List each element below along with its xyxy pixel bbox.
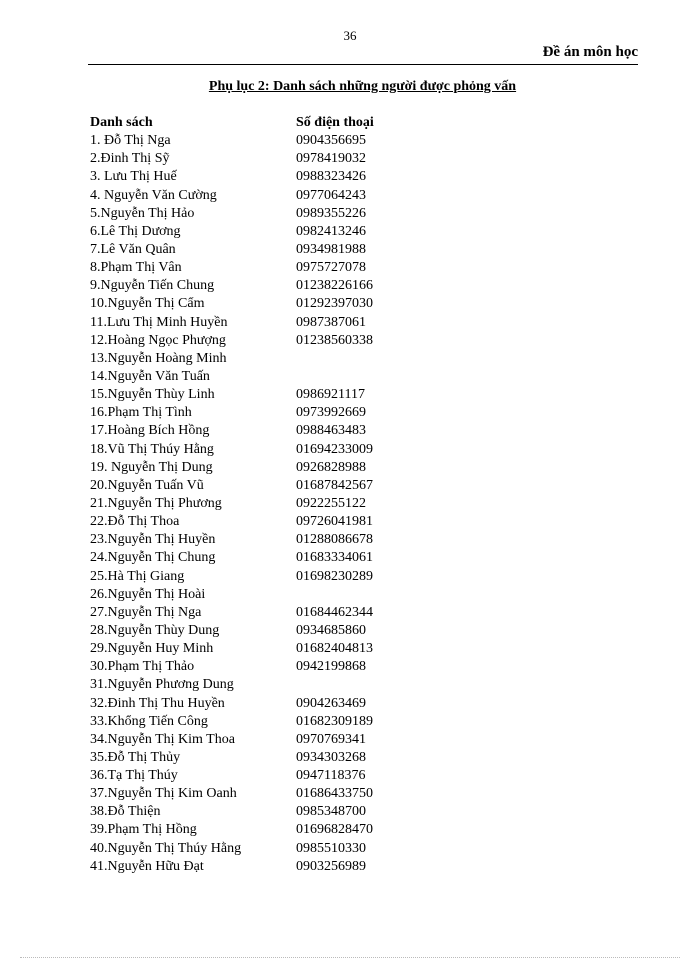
person-name: 40.Nguyễn Thị Thúy Hằng <box>90 840 242 856</box>
person-name: 9.Nguyễn Tiến Chung <box>90 278 215 294</box>
table-header-row <box>90 114 510 132</box>
phone-number: 0978419032 <box>296 151 366 167</box>
table-row <box>90 604 510 622</box>
person-name: 16.Phạm Thị Tình <box>90 405 192 421</box>
person-name: 1. Đỗ Thị Nga <box>90 133 171 149</box>
table-row <box>90 441 510 459</box>
person-name: 37.Nguyễn Thị Kim Oanh <box>90 786 237 802</box>
phone-number: 0934981988 <box>296 241 366 257</box>
phone-number: 01292397030 <box>296 296 373 312</box>
person-name: 39.Phạm Thị Hồng <box>90 822 197 838</box>
person-name: 35.Đỗ Thị Thủy <box>90 749 181 765</box>
phone-number: 0934303268 <box>296 749 366 765</box>
person-name: 5.Nguyễn Thị Hảo <box>90 205 195 221</box>
person-name: 29.Nguyễn Huy Minh <box>90 641 214 657</box>
header-divider <box>88 64 638 65</box>
table-row <box>90 513 510 531</box>
column-header-name: Danh sách <box>90 115 153 130</box>
header-title: Đề án môn học <box>542 44 638 60</box>
phone-number: 01288086678 <box>296 532 373 548</box>
table-body <box>90 132 510 876</box>
phone-number <box>296 350 510 368</box>
table-row <box>90 422 510 440</box>
person-name: 10.Nguyễn Thị Cẩm <box>90 296 205 312</box>
table-row <box>90 350 510 368</box>
table-row <box>90 749 510 767</box>
table-row <box>90 314 510 332</box>
phone-number: 0986921117 <box>296 387 365 403</box>
phone-number: 01694233009 <box>296 441 373 457</box>
phone-number: 0987387061 <box>296 314 366 330</box>
table-row <box>90 495 510 513</box>
table-row <box>90 295 510 313</box>
table-row <box>90 205 510 223</box>
phone-number: 01682309189 <box>296 713 373 729</box>
person-name: 11.Lưu Thị Minh Huyền <box>90 314 228 330</box>
phone-number: 0947118376 <box>296 768 366 784</box>
phone-number: 01698230289 <box>296 568 373 584</box>
person-name: 31.Nguyễn Phương Dung <box>90 677 234 693</box>
table-row <box>90 840 510 858</box>
table-row <box>90 676 510 694</box>
person-name: 41.Nguyễn Hữu Đạt <box>90 858 204 874</box>
person-name: 25.Hà Thị Giang <box>90 568 185 584</box>
person-name: 8.Phạm Thị Vân <box>90 260 182 276</box>
phone-number: 01687842567 <box>296 477 373 493</box>
person-name: 23.Nguyễn Thị Huyền <box>90 532 216 548</box>
table-row <box>90 241 510 259</box>
table-row <box>90 332 510 350</box>
person-name: 33.Khổng Tiến Công <box>90 713 208 729</box>
phone-number: 0988463483 <box>296 423 366 439</box>
person-name: 12.Hoàng Ngọc Phượng <box>90 332 226 348</box>
phone-number: 0985348700 <box>296 804 366 820</box>
person-name: 14.Nguyễn Văn Tuấn <box>90 368 210 384</box>
phone-number: 01238560338 <box>296 332 373 348</box>
phone-number: 0989355226 <box>296 205 366 221</box>
table-row <box>90 785 510 803</box>
table-row <box>90 658 510 676</box>
page-number: 36 <box>343 28 357 43</box>
phone-number: 09726041981 <box>296 514 373 530</box>
table-row <box>90 368 510 386</box>
phone-number: 0942199868 <box>296 659 366 675</box>
table-row <box>90 622 510 640</box>
table-row <box>90 731 510 749</box>
person-name: 36.Tạ Thị Thúy <box>90 768 178 784</box>
phone-number: 0970769341 <box>296 731 366 747</box>
person-name: 6.Lê Thị Dương <box>90 223 181 239</box>
person-name: 28.Nguyễn Thùy Dung <box>90 622 220 638</box>
table-row <box>90 640 510 658</box>
appendix-title: Phụ lục 2: Danh sách những người được phỏng vấn <box>208 79 517 94</box>
table-row <box>90 695 510 713</box>
table-row <box>90 477 510 495</box>
table-row <box>90 132 510 150</box>
table-row <box>90 586 510 604</box>
phone-number: 0926828988 <box>296 459 366 475</box>
person-name: 27.Nguyễn Thị Nga <box>90 604 202 620</box>
phone-number: 01684462344 <box>296 604 373 620</box>
table-row <box>90 150 510 168</box>
person-name: 38.Đỗ Thiện <box>90 804 161 820</box>
person-name: 17.Hoàng Bích Hồng <box>90 423 210 439</box>
table-row <box>90 277 510 295</box>
table-row <box>90 858 510 876</box>
phone-number: 01696828470 <box>296 822 373 838</box>
table-row <box>90 168 510 186</box>
person-name: 15.Nguyễn Thùy Linh <box>90 387 215 403</box>
person-name: 4. Nguyễn Văn Cường <box>90 187 217 203</box>
phone-number <box>296 586 510 604</box>
footer-divider <box>20 957 680 958</box>
person-name: 13.Nguyễn Hoàng Minh <box>90 350 227 366</box>
column-header-phone: Số điện thoại <box>296 115 374 130</box>
table-row <box>90 549 510 567</box>
table-row <box>90 803 510 821</box>
phone-number: 0973992669 <box>296 405 366 421</box>
phone-number: 0977064243 <box>296 187 366 203</box>
phone-number: 01238226166 <box>296 278 373 294</box>
phone-number <box>296 368 510 386</box>
table-row <box>90 821 510 839</box>
interviewee-table <box>90 114 510 876</box>
table-row <box>90 259 510 277</box>
phone-number: 01682404813 <box>296 641 373 657</box>
table-row <box>90 568 510 586</box>
phone-number: 0988323426 <box>296 169 366 185</box>
person-name: 20.Nguyễn Tuấn Vũ <box>90 477 204 493</box>
phone-number: 0934685860 <box>296 622 366 638</box>
table-row <box>90 386 510 404</box>
phone-number: 0975727078 <box>296 260 366 276</box>
phone-number: 0985510330 <box>296 840 366 856</box>
person-name: 26.Nguyễn Thị Hoài <box>90 586 206 602</box>
table-row <box>90 187 510 205</box>
phone-number: 01683334061 <box>296 550 373 566</box>
table-row <box>90 531 510 549</box>
table-row <box>90 713 510 731</box>
person-name: 22.Đỗ Thị Thoa <box>90 514 180 530</box>
table-row <box>90 459 510 477</box>
person-name: 21.Nguyễn Thị Phương <box>90 495 222 511</box>
person-name: 3. Lưu Thị Huế <box>90 169 177 185</box>
phone-number: 0922255122 <box>296 495 366 511</box>
person-name: 24.Nguyễn Thị Chung <box>90 550 216 566</box>
person-name: 7.Lê Văn Quân <box>90 241 176 257</box>
phone-number: 0982413246 <box>296 223 366 239</box>
person-name: 18.Vũ Thị Thúy Hằng <box>90 441 214 457</box>
phone-number: 01686433750 <box>296 786 373 802</box>
person-name: 19. Nguyễn Thị Dung <box>90 459 213 475</box>
phone-number <box>296 676 510 694</box>
person-name: 34.Nguyễn Thị Kim Thoa <box>90 731 235 747</box>
person-name: 2.Đinh Thị Sỹ <box>90 151 170 167</box>
phone-number: 0904263469 <box>296 695 366 711</box>
table-row <box>90 223 510 241</box>
phone-number: 0903256989 <box>296 858 366 874</box>
person-name: 32.Đinh Thị Thu Huyền <box>90 695 225 711</box>
person-name: 30.Phạm Thị Thảo <box>90 659 195 675</box>
table-row <box>90 767 510 785</box>
phone-number: 0904356695 <box>296 133 366 149</box>
table-row <box>90 404 510 422</box>
